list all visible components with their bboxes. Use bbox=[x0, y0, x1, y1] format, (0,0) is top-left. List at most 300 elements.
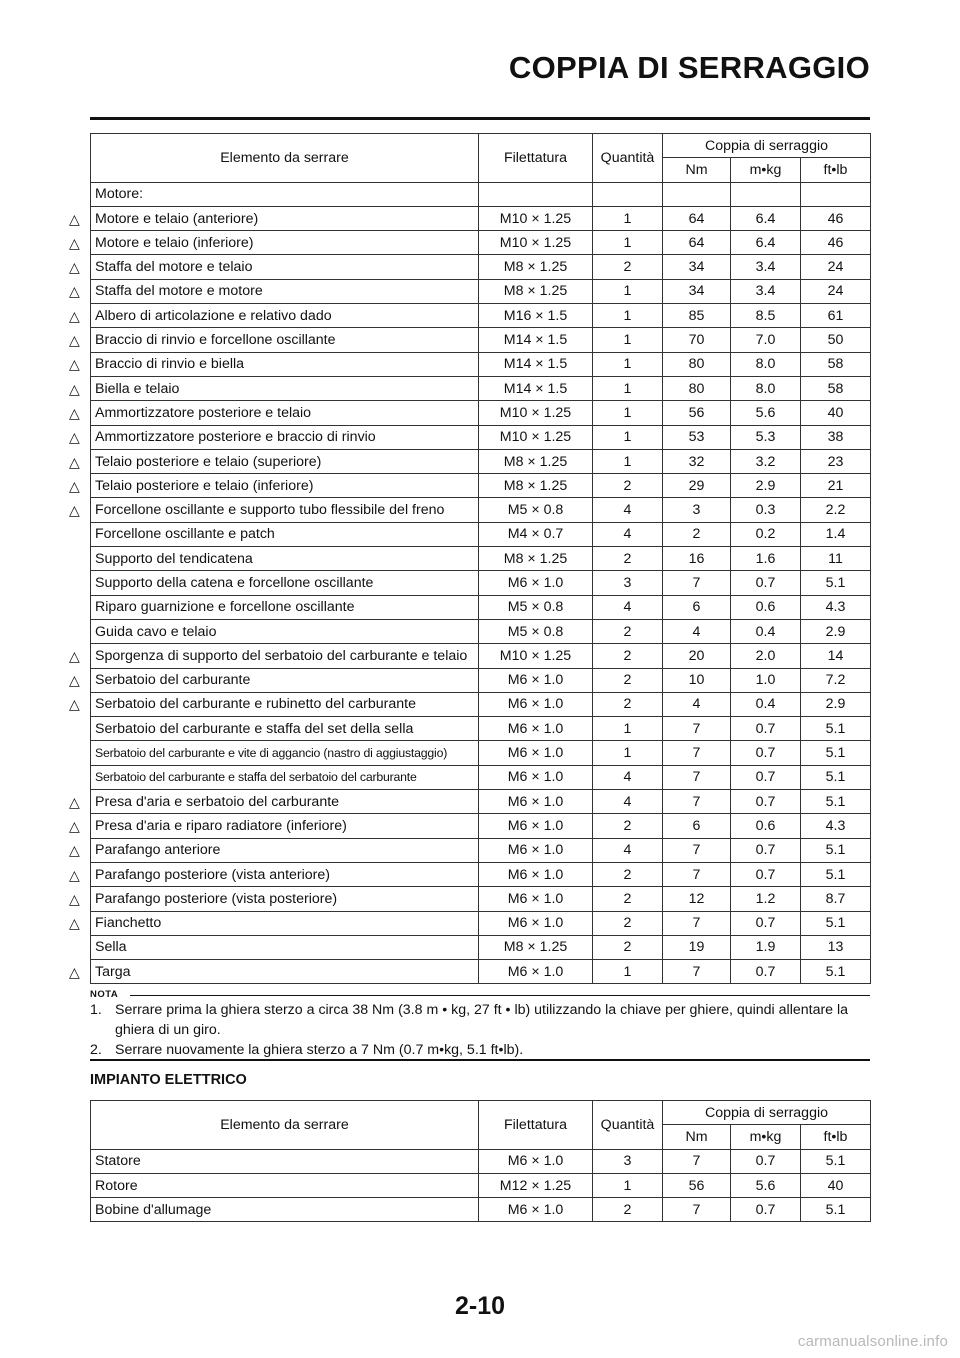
table-row bbox=[91, 376, 871, 400]
cell-quantity: 4 bbox=[593, 498, 663, 522]
cell-quantity: 1 bbox=[593, 206, 663, 230]
cell-nm: 53 bbox=[663, 425, 731, 449]
cell-mkg: 5.6 bbox=[731, 401, 801, 425]
cell-quantity: 1 bbox=[593, 741, 663, 765]
cell-mkg: 0.7 bbox=[731, 862, 801, 886]
cell-nm: 29 bbox=[663, 474, 731, 498]
cell-mkg bbox=[731, 182, 801, 206]
table-row bbox=[91, 1149, 871, 1173]
cell-element: Supporto del tendicatena bbox=[91, 547, 479, 571]
cell-ftlb: 5.1 bbox=[801, 741, 871, 765]
cell-ftlb: 1.4 bbox=[801, 522, 871, 546]
page-number: 2-10 bbox=[454, 1292, 506, 1320]
cell-mkg: 0.7 bbox=[731, 571, 801, 595]
cell-ftlb: 5.1 bbox=[801, 571, 871, 595]
cell-ftlb: 8.7 bbox=[801, 887, 871, 911]
triangle-marker-icon: △ bbox=[69, 502, 80, 519]
header-nm: Nm bbox=[663, 1125, 731, 1149]
cell-element: △ Ammortizzatore posteriore e telaio bbox=[91, 401, 479, 425]
cell-mkg: 0.2 bbox=[731, 522, 801, 546]
cell-thread: M6 × 1.0 bbox=[479, 692, 593, 716]
header-element: Elemento da serrare bbox=[91, 134, 479, 183]
cell-ftlb: 5.1 bbox=[801, 911, 871, 935]
cell-thread: M8 × 1.25 bbox=[479, 547, 593, 571]
cell-ftlb: 38 bbox=[801, 425, 871, 449]
triangle-marker-icon: △ bbox=[69, 647, 80, 664]
cell-quantity: 2 bbox=[593, 887, 663, 911]
cell-mkg: 1.9 bbox=[731, 935, 801, 959]
cell-nm: 12 bbox=[663, 887, 731, 911]
cell-element: Serbatoio del carburante e staffa del serbatoio del carburante bbox=[91, 765, 479, 789]
table-row bbox=[91, 644, 871, 668]
table-row bbox=[91, 862, 871, 886]
cell-nm: 34 bbox=[663, 255, 731, 279]
cell-thread: M10 × 1.25 bbox=[479, 206, 593, 230]
cell-quantity: 4 bbox=[593, 765, 663, 789]
cell-ftlb: 2.9 bbox=[801, 619, 871, 643]
header-thread: Filettatura bbox=[479, 1101, 593, 1150]
cell-mkg: 0.4 bbox=[731, 692, 801, 716]
table-row bbox=[91, 960, 871, 984]
cell-quantity: 2 bbox=[593, 547, 663, 571]
triangle-marker-icon: △ bbox=[69, 793, 80, 810]
cell-quantity: 4 bbox=[593, 595, 663, 619]
cell-mkg: 8.0 bbox=[731, 376, 801, 400]
table-row bbox=[91, 352, 871, 376]
table-row bbox=[91, 814, 871, 838]
cell-thread: M6 × 1.0 bbox=[479, 571, 593, 595]
cell-nm: 4 bbox=[663, 619, 731, 643]
cell-mkg: 3.2 bbox=[731, 449, 801, 473]
table-row bbox=[91, 765, 871, 789]
table-row bbox=[91, 741, 871, 765]
cell-mkg: 0.4 bbox=[731, 619, 801, 643]
cell-quantity: 2 bbox=[593, 814, 663, 838]
cell-element: △ Presa d'aria e serbatoio del carburante bbox=[91, 790, 479, 814]
table-row bbox=[91, 206, 871, 230]
table-row bbox=[91, 1173, 871, 1197]
cell-element: Riparo guarnizione e forcellone oscillante bbox=[91, 595, 479, 619]
cell-nm: 2 bbox=[663, 522, 731, 546]
cell-quantity: 1 bbox=[593, 279, 663, 303]
cell-ftlb bbox=[801, 182, 871, 206]
cell-thread: M6 × 1.0 bbox=[479, 668, 593, 692]
cell-nm: 7 bbox=[663, 571, 731, 595]
cell-quantity: 4 bbox=[593, 838, 663, 862]
header-quantity: Quantità bbox=[593, 134, 663, 183]
cell-element: △ Biella e telaio bbox=[91, 376, 479, 400]
cell-mkg: 0.7 bbox=[731, 960, 801, 984]
nota-divider bbox=[130, 995, 870, 996]
cell-quantity: 3 bbox=[593, 571, 663, 595]
cell-ftlb: 50 bbox=[801, 328, 871, 352]
cell-thread: M8 × 1.25 bbox=[479, 279, 593, 303]
cell-quantity: 1 bbox=[593, 328, 663, 352]
cell-mkg: 0.7 bbox=[731, 765, 801, 789]
table-row bbox=[91, 692, 871, 716]
cell-element: △ Parafango anteriore bbox=[91, 838, 479, 862]
cell-element: △ Targa bbox=[91, 960, 479, 984]
cell-mkg: 3.4 bbox=[731, 279, 801, 303]
cell-ftlb: 61 bbox=[801, 304, 871, 328]
triangle-marker-icon: △ bbox=[69, 672, 80, 689]
cell-thread: M10 × 1.25 bbox=[479, 425, 593, 449]
cell-element: △ Staffa del motore e telaio bbox=[91, 255, 479, 279]
cell-nm: 7 bbox=[663, 911, 731, 935]
triangle-marker-icon: △ bbox=[69, 477, 80, 494]
section-heading-electrical: IMPIANTO ELETTRICO bbox=[90, 1072, 247, 1088]
cell-element: Motore: bbox=[91, 182, 479, 206]
cell-element: △ Fianchetto bbox=[91, 911, 479, 935]
engine-table-body bbox=[69, 182, 871, 984]
cell-ftlb: 5.1 bbox=[801, 1198, 871, 1222]
cell-quantity: 2 bbox=[593, 474, 663, 498]
triangle-marker-icon: △ bbox=[69, 332, 80, 349]
cell-nm: 7 bbox=[663, 1198, 731, 1222]
cell-ftlb: 58 bbox=[801, 352, 871, 376]
cell-mkg: 1.0 bbox=[731, 668, 801, 692]
table-row bbox=[91, 474, 871, 498]
cell-element: △ Braccio di rinvio e biella bbox=[91, 352, 479, 376]
table-row bbox=[91, 279, 871, 303]
page-title: COPPIA DI SERRAGGIO bbox=[508, 50, 870, 85]
cell-element: Supporto della catena e forcellone oscillante bbox=[91, 571, 479, 595]
nota-item-number: 2. bbox=[90, 1042, 102, 1058]
cell-mkg: 5.6 bbox=[731, 1173, 801, 1197]
table-row bbox=[91, 887, 871, 911]
triangle-marker-icon: △ bbox=[69, 356, 80, 373]
cell-quantity: 2 bbox=[593, 911, 663, 935]
cell-mkg: 8.0 bbox=[731, 352, 801, 376]
cell-nm bbox=[663, 182, 731, 206]
triangle-marker-icon: △ bbox=[69, 259, 80, 276]
header-ftlb: ft•lb bbox=[801, 158, 871, 182]
cell-ftlb: 5.1 bbox=[801, 838, 871, 862]
cell-quantity: 1 bbox=[593, 449, 663, 473]
cell-mkg: 3.4 bbox=[731, 255, 801, 279]
cell-mkg: 8.5 bbox=[731, 304, 801, 328]
cell-thread: M10 × 1.25 bbox=[479, 401, 593, 425]
cell-ftlb: 5.1 bbox=[801, 717, 871, 741]
cell-thread: M6 × 1.0 bbox=[479, 765, 593, 789]
cell-thread: M6 × 1.0 bbox=[479, 1198, 593, 1222]
triangle-marker-icon: △ bbox=[69, 283, 80, 300]
nota-item-text: Serrare prima la ghiera sterzo a circa 38 Nm (3.8 m • kg, 27 ft • lb) utilizzando la chiave per ghiere, quindi allentare la ghiera di un giro. bbox=[115, 1002, 849, 1038]
table-row bbox=[91, 838, 871, 862]
cell-quantity: 1 bbox=[593, 304, 663, 328]
cell-element: Sella bbox=[91, 935, 479, 959]
cell-ftlb: 5.1 bbox=[801, 960, 871, 984]
header-ftlb: ft•lb bbox=[801, 1125, 871, 1149]
header-torque: Coppia di serraggio bbox=[663, 1101, 871, 1125]
cell-ftlb: 14 bbox=[801, 644, 871, 668]
watermark: carmanualsonline.info bbox=[797, 1333, 948, 1350]
cell-element: △ Motore e telaio (inferiore) bbox=[91, 231, 479, 255]
cell-quantity: 2 bbox=[593, 668, 663, 692]
cell-nm: 64 bbox=[663, 206, 731, 230]
cell-mkg: 2.9 bbox=[731, 474, 801, 498]
triangle-marker-icon: △ bbox=[69, 866, 80, 883]
cell-element: Serbatoio del carburante e staffa del set della sella bbox=[91, 717, 479, 741]
cell-thread: M6 × 1.0 bbox=[479, 1149, 593, 1173]
cell-element: △ Parafango posteriore (vista anteriore) bbox=[91, 862, 479, 886]
cell-nm: 56 bbox=[663, 1173, 731, 1197]
title-divider bbox=[90, 117, 870, 120]
triangle-marker-icon: △ bbox=[69, 963, 80, 980]
cell-element: △ Ammortizzatore posteriore e braccio di rinvio bbox=[91, 425, 479, 449]
cell-quantity: 1 bbox=[593, 352, 663, 376]
table-row bbox=[91, 911, 871, 935]
cell-element: △ Serbatoio del carburante e rubinetto del carburante bbox=[91, 692, 479, 716]
cell-quantity bbox=[593, 182, 663, 206]
cell-thread: M6 × 1.0 bbox=[479, 790, 593, 814]
cell-ftlb: 2.2 bbox=[801, 498, 871, 522]
cell-ftlb: 4.3 bbox=[801, 814, 871, 838]
table-row bbox=[91, 498, 871, 522]
cell-mkg: 0.7 bbox=[731, 717, 801, 741]
cell-element: △ Parafango posteriore (vista posteriore) bbox=[91, 887, 479, 911]
cell-mkg: 0.6 bbox=[731, 595, 801, 619]
cell-ftlb: 5.1 bbox=[801, 765, 871, 789]
cell-ftlb: 23 bbox=[801, 449, 871, 473]
cell-nm: 80 bbox=[663, 352, 731, 376]
cell-mkg: 0.3 bbox=[731, 498, 801, 522]
cell-nm: 85 bbox=[663, 304, 731, 328]
nota-item bbox=[90, 1040, 870, 1060]
cell-thread: M8 × 1.25 bbox=[479, 474, 593, 498]
cell-thread: M4 × 0.7 bbox=[479, 522, 593, 546]
cell-element: △ Motore e telaio (anteriore) bbox=[91, 206, 479, 230]
cell-ftlb: 24 bbox=[801, 279, 871, 303]
cell-nm: 56 bbox=[663, 401, 731, 425]
cell-ftlb: 5.1 bbox=[801, 862, 871, 886]
cell-nm: 20 bbox=[663, 644, 731, 668]
cell-mkg: 5.3 bbox=[731, 425, 801, 449]
table-row bbox=[91, 182, 871, 206]
nota-label: NOTA bbox=[90, 989, 119, 1000]
cell-thread: M8 × 1.25 bbox=[479, 935, 593, 959]
cell-quantity: 1 bbox=[593, 717, 663, 741]
cell-ftlb: 5.1 bbox=[801, 790, 871, 814]
cell-mkg: 0.7 bbox=[731, 1149, 801, 1173]
table-row bbox=[91, 401, 871, 425]
cell-thread: M8 × 1.25 bbox=[479, 255, 593, 279]
torque-table-engine bbox=[69, 133, 871, 984]
cell-thread: M6 × 1.0 bbox=[479, 960, 593, 984]
cell-nm: 32 bbox=[663, 449, 731, 473]
cell-thread: M14 × 1.5 bbox=[479, 328, 593, 352]
cell-mkg: 6.4 bbox=[731, 206, 801, 230]
table-row bbox=[91, 935, 871, 959]
cell-nm: 34 bbox=[663, 279, 731, 303]
cell-thread: M14 × 1.5 bbox=[479, 376, 593, 400]
table-row bbox=[91, 255, 871, 279]
cell-ftlb: 24 bbox=[801, 255, 871, 279]
cell-nm: 7 bbox=[663, 765, 731, 789]
cell-quantity: 1 bbox=[593, 1173, 663, 1197]
table-row bbox=[91, 571, 871, 595]
cell-element: Serbatoio del carburante e vite di aggancio (nastro di aggiustaggio) bbox=[91, 741, 479, 765]
cell-element: △ Sporgenza di supporto del serbatoio del carburante e telaio bbox=[91, 644, 479, 668]
cell-element: Bobine d'allumage bbox=[91, 1198, 479, 1222]
cell-thread: M6 × 1.0 bbox=[479, 717, 593, 741]
header-mkg: m•kg bbox=[731, 158, 801, 182]
triangle-marker-icon: △ bbox=[69, 429, 80, 446]
cell-quantity: 4 bbox=[593, 790, 663, 814]
cell-nm: 7 bbox=[663, 741, 731, 765]
cell-nm: 7 bbox=[663, 790, 731, 814]
cell-nm: 7 bbox=[663, 717, 731, 741]
cell-nm: 7 bbox=[663, 960, 731, 984]
triangle-marker-icon: △ bbox=[69, 453, 80, 470]
table-row bbox=[91, 231, 871, 255]
header-thread: Filettatura bbox=[479, 134, 593, 183]
cell-ftlb: 7.2 bbox=[801, 668, 871, 692]
nota-item bbox=[90, 1000, 870, 1040]
header-mkg: m•kg bbox=[731, 1125, 801, 1149]
cell-thread: M6 × 1.0 bbox=[479, 838, 593, 862]
cell-thread: M10 × 1.25 bbox=[479, 644, 593, 668]
cell-element: △ Forcellone oscillante e supporto tubo flessibile del freno bbox=[91, 498, 479, 522]
cell-element: △ Braccio di rinvio e forcellone oscillante bbox=[91, 328, 479, 352]
cell-quantity: 1 bbox=[593, 425, 663, 449]
nota-list bbox=[90, 1000, 870, 1060]
cell-ftlb: 21 bbox=[801, 474, 871, 498]
cell-mkg: 7.0 bbox=[731, 328, 801, 352]
cell-quantity: 1 bbox=[593, 960, 663, 984]
cell-element: △ Serbatoio del carburante bbox=[91, 668, 479, 692]
cell-mkg: 0.7 bbox=[731, 838, 801, 862]
nota-item-text: Serrare nuovamente la ghiera sterzo a 7 Nm (0.7 m•kg, 5.1 ft•lb). bbox=[115, 1042, 524, 1058]
cell-quantity: 2 bbox=[593, 1198, 663, 1222]
table-row bbox=[91, 668, 871, 692]
table-row bbox=[91, 328, 871, 352]
cell-ftlb: 13 bbox=[801, 935, 871, 959]
cell-ftlb: 4.3 bbox=[801, 595, 871, 619]
triangle-marker-icon: △ bbox=[69, 915, 80, 932]
electrical-table-body bbox=[91, 1149, 871, 1222]
cell-thread: M14 × 1.5 bbox=[479, 352, 593, 376]
triangle-marker-icon: △ bbox=[69, 380, 80, 397]
cell-ftlb: 11 bbox=[801, 547, 871, 571]
cell-element: △ Albero di articolazione e relativo dado bbox=[91, 304, 479, 328]
cell-mkg: 0.7 bbox=[731, 741, 801, 765]
cell-nm: 7 bbox=[663, 1149, 731, 1173]
cell-quantity: 2 bbox=[593, 619, 663, 643]
cell-nm: 64 bbox=[663, 231, 731, 255]
cell-mkg: 0.7 bbox=[731, 1198, 801, 1222]
header-nm: Nm bbox=[663, 158, 731, 182]
cell-nm: 3 bbox=[663, 498, 731, 522]
torque-table-electrical bbox=[90, 1100, 871, 1222]
triangle-marker-icon: △ bbox=[69, 890, 80, 907]
cell-nm: 19 bbox=[663, 935, 731, 959]
cell-element: △ Presa d'aria e riparo radiatore (inferiore) bbox=[91, 814, 479, 838]
header-quantity: Quantità bbox=[593, 1101, 663, 1150]
cell-quantity: 2 bbox=[593, 255, 663, 279]
cell-thread: M6 × 1.0 bbox=[479, 911, 593, 935]
cell-element: △ Staffa del motore e motore bbox=[91, 279, 479, 303]
cell-nm: 16 bbox=[663, 547, 731, 571]
cell-nm: 70 bbox=[663, 328, 731, 352]
cell-quantity: 3 bbox=[593, 1149, 663, 1173]
cell-nm: 7 bbox=[663, 862, 731, 886]
cell-thread: M6 × 1.0 bbox=[479, 741, 593, 765]
cell-thread: M6 × 1.0 bbox=[479, 814, 593, 838]
cell-ftlb: 5.1 bbox=[801, 1149, 871, 1173]
cell-mkg: 2.0 bbox=[731, 644, 801, 668]
table-row bbox=[91, 595, 871, 619]
cell-thread: M5 × 0.8 bbox=[479, 619, 593, 643]
cell-thread: M6 × 1.0 bbox=[479, 862, 593, 886]
cell-ftlb: 40 bbox=[801, 401, 871, 425]
table-row bbox=[91, 1198, 871, 1222]
cell-element: Forcellone oscillante e patch bbox=[91, 522, 479, 546]
header-torque: Coppia di serraggio bbox=[663, 134, 871, 158]
cell-thread: M6 × 1.0 bbox=[479, 887, 593, 911]
cell-thread: M12 × 1.25 bbox=[479, 1173, 593, 1197]
triangle-marker-icon: △ bbox=[69, 817, 80, 834]
cell-ftlb: 40 bbox=[801, 1173, 871, 1197]
cell-element: △ Telaio posteriore e telaio (inferiore) bbox=[91, 474, 479, 498]
cell-nm: 80 bbox=[663, 376, 731, 400]
triangle-marker-icon: △ bbox=[69, 307, 80, 324]
cell-ftlb: 2.9 bbox=[801, 692, 871, 716]
triangle-marker-icon: △ bbox=[69, 842, 80, 859]
triangle-marker-icon: △ bbox=[69, 210, 80, 227]
cell-mkg: 6.4 bbox=[731, 231, 801, 255]
cell-quantity: 1 bbox=[593, 231, 663, 255]
cell-thread: M5 × 0.8 bbox=[479, 498, 593, 522]
cell-thread: M5 × 0.8 bbox=[479, 595, 593, 619]
cell-quantity: 1 bbox=[593, 401, 663, 425]
cell-thread: M16 × 1.5 bbox=[479, 304, 593, 328]
cell-mkg: 0.7 bbox=[731, 790, 801, 814]
cell-nm: 6 bbox=[663, 595, 731, 619]
cell-ftlb: 46 bbox=[801, 206, 871, 230]
cell-quantity: 2 bbox=[593, 644, 663, 668]
cell-element: Statore bbox=[91, 1149, 479, 1173]
cell-quantity: 2 bbox=[593, 692, 663, 716]
table-row bbox=[91, 619, 871, 643]
table-row bbox=[91, 547, 871, 571]
cell-thread bbox=[479, 182, 593, 206]
table-row bbox=[91, 425, 871, 449]
cell-element: △ Telaio posteriore e telaio (superiore) bbox=[91, 449, 479, 473]
triangle-marker-icon: △ bbox=[69, 404, 80, 421]
cell-quantity: 2 bbox=[593, 935, 663, 959]
triangle-marker-icon: △ bbox=[69, 234, 80, 251]
cell-nm: 7 bbox=[663, 838, 731, 862]
cell-element: Rotore bbox=[91, 1173, 479, 1197]
cell-ftlb: 46 bbox=[801, 231, 871, 255]
header-element: Elemento da serrare bbox=[91, 1101, 479, 1150]
table-row bbox=[91, 790, 871, 814]
nota-end-divider bbox=[90, 1059, 870, 1061]
cell-quantity: 4 bbox=[593, 522, 663, 546]
cell-element: Guida cavo e telaio bbox=[91, 619, 479, 643]
cell-thread: M8 × 1.25 bbox=[479, 449, 593, 473]
cell-mkg: 1.6 bbox=[731, 547, 801, 571]
table-row bbox=[91, 449, 871, 473]
cell-quantity: 1 bbox=[593, 376, 663, 400]
cell-thread: M10 × 1.25 bbox=[479, 231, 593, 255]
cell-mkg: 0.7 bbox=[731, 911, 801, 935]
cell-nm: 10 bbox=[663, 668, 731, 692]
cell-ftlb: 58 bbox=[801, 376, 871, 400]
table-row bbox=[91, 304, 871, 328]
cell-nm: 4 bbox=[663, 692, 731, 716]
